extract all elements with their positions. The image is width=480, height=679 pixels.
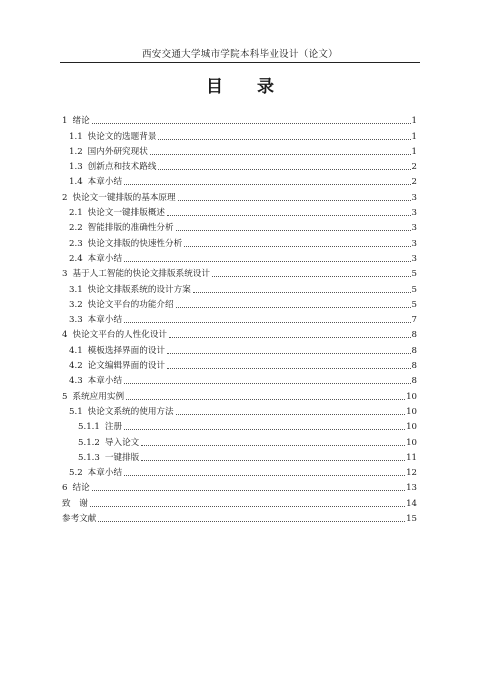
toc-entry-number: 2 [62, 192, 68, 203]
toc-dot-leader [126, 399, 405, 400]
toc-entry-page: 8 [411, 330, 417, 341]
toc-entry-label: 结论 [72, 483, 90, 494]
toc-entry-number: 6 [62, 483, 68, 494]
toc-entry[interactable] [62, 340, 417, 355]
toc-entry[interactable] [62, 126, 417, 141]
toc-entry-label: 快论文系统的使用方法 [87, 406, 174, 417]
toc-entry-label: 一键排版 [104, 452, 140, 463]
toc-entry-number: 4.1 [69, 345, 83, 356]
toc-dot-leader [178, 200, 411, 201]
toc-entry-number: 3.2 [69, 299, 83, 310]
toc-dot-leader [124, 383, 410, 384]
toc-entry[interactable] [62, 417, 417, 432]
toc-entry[interactable] [62, 432, 417, 447]
toc-entry-page: 3 [411, 238, 417, 249]
toc-entry-page: 5 [411, 269, 417, 280]
toc-entry[interactable] [62, 111, 417, 126]
toc-entry-page: 3 [411, 253, 417, 264]
toc-entry-label: 绪论 [72, 116, 90, 127]
toc-entry-label: 快论文平台的功能介绍 [87, 299, 174, 310]
toc-dot-leader [193, 292, 411, 293]
toc-entry[interactable] [62, 264, 417, 279]
toc-dot-leader [158, 139, 410, 140]
toc-entry[interactable] [62, 402, 417, 417]
toc-entry[interactable] [62, 249, 417, 264]
toc-dot-leader [167, 215, 411, 216]
toc-dot-leader [176, 414, 405, 415]
toc-entry[interactable] [62, 371, 417, 386]
toc-dot-leader [176, 307, 411, 308]
toc-entry-page: 8 [411, 376, 417, 387]
toc-entry-label: 导入论文 [104, 437, 140, 448]
toc-entry[interactable] [62, 279, 417, 294]
toc-entry-label: 快论文一键排版概述 [87, 208, 166, 219]
toc-dot-leader [92, 490, 405, 491]
toc-entry-number: 5.2 [69, 468, 83, 479]
toc-entry-number: 3 [62, 269, 68, 280]
toc-entry-page: 15 [406, 514, 417, 525]
toc-dot-leader [124, 429, 405, 430]
toc-dot-leader [169, 337, 411, 338]
toc-entry-number: 3.1 [69, 284, 83, 295]
toc-entry[interactable] [62, 478, 417, 493]
toc-dot-leader [141, 460, 405, 461]
toc-entry-label: 注册 [104, 422, 123, 433]
toc-entry-page: 3 [411, 192, 417, 203]
toc-entry-page: 10 [406, 422, 417, 433]
toc-title: 目 录 [206, 77, 288, 97]
toc-entry-page: 7 [411, 315, 417, 326]
toc-entry[interactable] [62, 356, 417, 371]
toc-entry-label: 本章小结 [87, 468, 123, 479]
toc-dot-leader [124, 475, 405, 476]
toc-entry-number: 4 [62, 330, 68, 341]
toc-entry-label: 快论文排版系统的设计方案 [87, 284, 191, 295]
toc-entry[interactable] [62, 172, 417, 187]
toc-entry-page: 11 [406, 452, 417, 463]
toc-entry[interactable] [62, 203, 417, 218]
toc-entry-number: 4.3 [69, 376, 83, 387]
toc-entry-number: 2.1 [69, 208, 83, 219]
toc-entry-label: 论文编辑界面的设计 [87, 361, 166, 372]
toc-dot-leader [98, 521, 405, 522]
toc-entry-page: 10 [406, 406, 417, 417]
toc-entry-number: 2.2 [69, 223, 83, 234]
toc-entry-number: 4.2 [69, 361, 83, 372]
toc-entry[interactable] [62, 448, 417, 463]
toc-entry[interactable] [62, 157, 417, 172]
toc-dot-leader [184, 246, 410, 247]
toc-entry[interactable] [62, 493, 417, 508]
toc-entry-page: 5 [411, 299, 417, 310]
toc-dot-leader [167, 353, 411, 354]
toc-entry[interactable] [62, 310, 417, 325]
toc-entry-number: 1.1 [69, 131, 83, 142]
toc-dot-leader [92, 123, 411, 124]
toc-entry[interactable] [62, 463, 417, 478]
toc-entry-number: 1.2 [69, 146, 83, 157]
toc-entry-label: 致 谢 [62, 498, 88, 509]
table-of-contents [62, 111, 417, 524]
toc-entry-page: 10 [406, 391, 417, 402]
toc-entry-label: 本章小结 [87, 253, 123, 264]
toc-entry-label: 快论文排版的快速性分析 [87, 238, 183, 249]
toc-entry[interactable] [62, 218, 417, 233]
toc-entry-number: 1.3 [69, 162, 83, 173]
page-header: 西安交通大学城市学院本科毕业设计（论文） [141, 49, 338, 60]
toc-entry-label: 本章小结 [87, 315, 123, 326]
toc-entry-page: 14 [406, 498, 417, 509]
toc-entry-page: 2 [411, 162, 417, 173]
toc-entry-label: 模板选择界面的设计 [87, 345, 166, 356]
toc-entry-page: 5 [411, 284, 417, 295]
toc-entry[interactable] [62, 142, 417, 157]
toc-entry-number: 1.4 [69, 177, 83, 188]
toc-entry-page: 12 [406, 468, 417, 479]
toc-entry[interactable] [62, 233, 417, 248]
toc-entry-page: 13 [406, 483, 417, 494]
toc-entry-page: 10 [406, 437, 417, 448]
toc-entry-label: 本章小结 [87, 177, 123, 188]
toc-entry-page: 2 [411, 177, 417, 188]
toc-entry-number: 2.4 [69, 253, 83, 264]
toc-entry-number: 3.3 [69, 315, 83, 326]
toc-entry[interactable] [62, 386, 417, 401]
toc-entry-label: 本章小结 [87, 376, 123, 387]
toc-entry-number: 1 [62, 116, 68, 127]
toc-entry-page: 8 [411, 345, 417, 356]
toc-dot-leader [124, 322, 410, 323]
toc-entry-page: 1 [411, 116, 417, 127]
toc-dot-leader [176, 230, 411, 231]
toc-entry-label: 快论文的选题背景 [87, 131, 157, 142]
toc-entry-label: 基于人工智能的快论文排版系统设计 [72, 269, 210, 280]
toc-entry-label: 参考文献 [62, 514, 97, 525]
toc-entry-label: 系统应用实例 [72, 391, 125, 402]
toc-dot-leader [212, 276, 411, 277]
toc-entry-page: 8 [411, 361, 417, 372]
toc-entry-label: 国内外研究现状 [87, 146, 148, 157]
toc-dot-leader [167, 368, 411, 369]
toc-entry-page: 1 [411, 131, 417, 142]
header-rule [60, 62, 420, 63]
toc-entry-number: 5 [62, 391, 68, 402]
toc-dot-leader [90, 506, 405, 507]
toc-entry-number: 5.1.1 [78, 422, 100, 433]
toc-entry-number: 5.1 [69, 406, 83, 417]
toc-dot-leader [141, 445, 405, 446]
toc-entry[interactable] [62, 325, 417, 340]
toc-entry-label: 快论文一键排版的基本原理 [72, 192, 176, 203]
toc-entry-page: 3 [411, 208, 417, 219]
toc-dot-leader [124, 184, 410, 185]
toc-entry-label: 智能排版的准确性分析 [87, 223, 174, 234]
toc-entry-number: 2.3 [69, 238, 83, 249]
toc-entry-number: 5.1.3 [78, 452, 100, 463]
toc-entry[interactable] [62, 187, 417, 202]
toc-dot-leader [158, 169, 410, 170]
toc-entry-page: 1 [411, 146, 417, 157]
toc-entry-number: 5.1.2 [78, 437, 100, 448]
toc-entry-page: 3 [411, 223, 417, 234]
toc-dot-leader [150, 154, 411, 155]
toc-dot-leader [124, 261, 410, 262]
toc-entry-label: 快论文平台的人性化设计 [72, 330, 168, 341]
toc-entry[interactable] [62, 295, 417, 310]
toc-entry-label: 创新点和技术路线 [87, 162, 157, 173]
toc-entry[interactable] [62, 509, 417, 524]
